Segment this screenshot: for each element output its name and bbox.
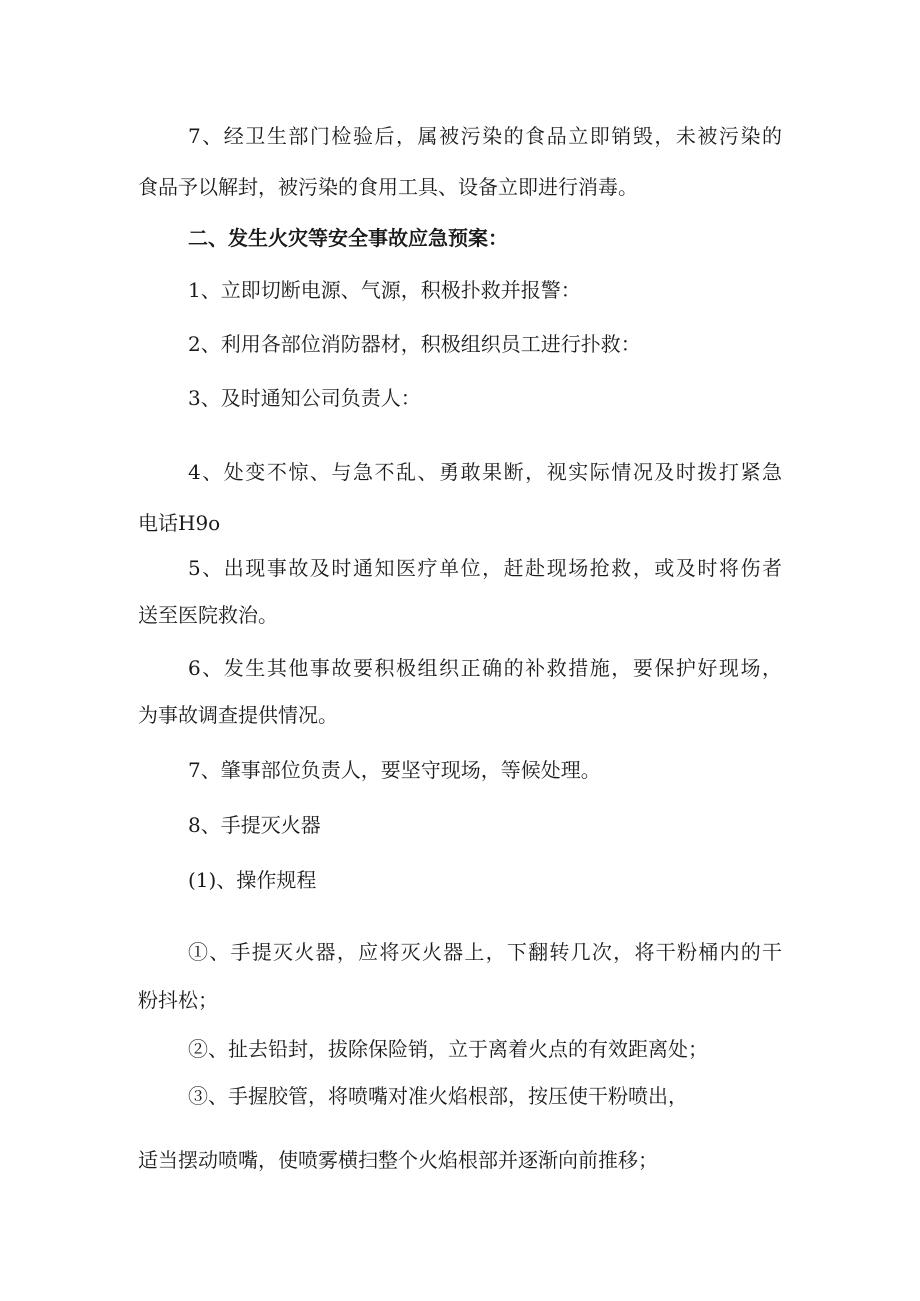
item-6-line-2: 为事故调查提供情况。 [138,703,338,727]
subsection-heading: (1)、操作规程 [188,868,317,892]
step-3: ③、手握胶管，将喷嘴对准火焰根部，按压使干粉喷出， [188,1084,688,1108]
step-2: ②、扯去铅封，拔除保险销，立于离着火点的有效距离处； [188,1037,708,1061]
step-1-line-2: 粉抖松； [138,988,218,1012]
item-7: 7、肇事部位负责人，要坚守现场，等候处理。 [188,758,601,782]
item-6-line-1: 6、发生其他事故要积极组织正确的补救措施，要保护好现场， [188,656,782,680]
step-3-continuation: 适当摆动喷嘴，使喷雾横扫整个火焰根部并逐渐向前推移； [138,1148,658,1172]
item-8: 8、手提灭火器 [188,813,321,837]
item-5-line-1: 5、出现事故及时通知医疗单位，赶赴现场抢救，或及时将伤者 [188,556,782,580]
item-5-line-2: 送至医院救治。 [138,603,278,627]
step-1-line-1: ①、手提灭火器，应将灭火器上，下翻转几次，将干粉桶内的干 [188,940,782,964]
item-4-line-2: 电话H9o [138,511,221,535]
item-1: 1、立即切断电源、气源，积极扑救并报警： [188,278,581,302]
item-4-line-1: 4、处变不惊、与急不乱、勇敢果断，视实际情况及时拨打紧急 [188,460,782,484]
section-heading: 二、发生火灾等安全事故应急预案： [188,226,508,250]
paragraph-7-line-1: 7、经卫生部门检验后，属被污染的食品立即销毁，未被污染的 [188,124,782,148]
item-3: 3、及时通知公司负责人： [188,386,421,410]
paragraph-7-line-2: 食品予以解封，被污染的食用工具、设备立即进行消毒。 [138,175,638,199]
item-2: 2、利用各部位消防器材，积极组织员工进行扑救： [188,332,641,356]
